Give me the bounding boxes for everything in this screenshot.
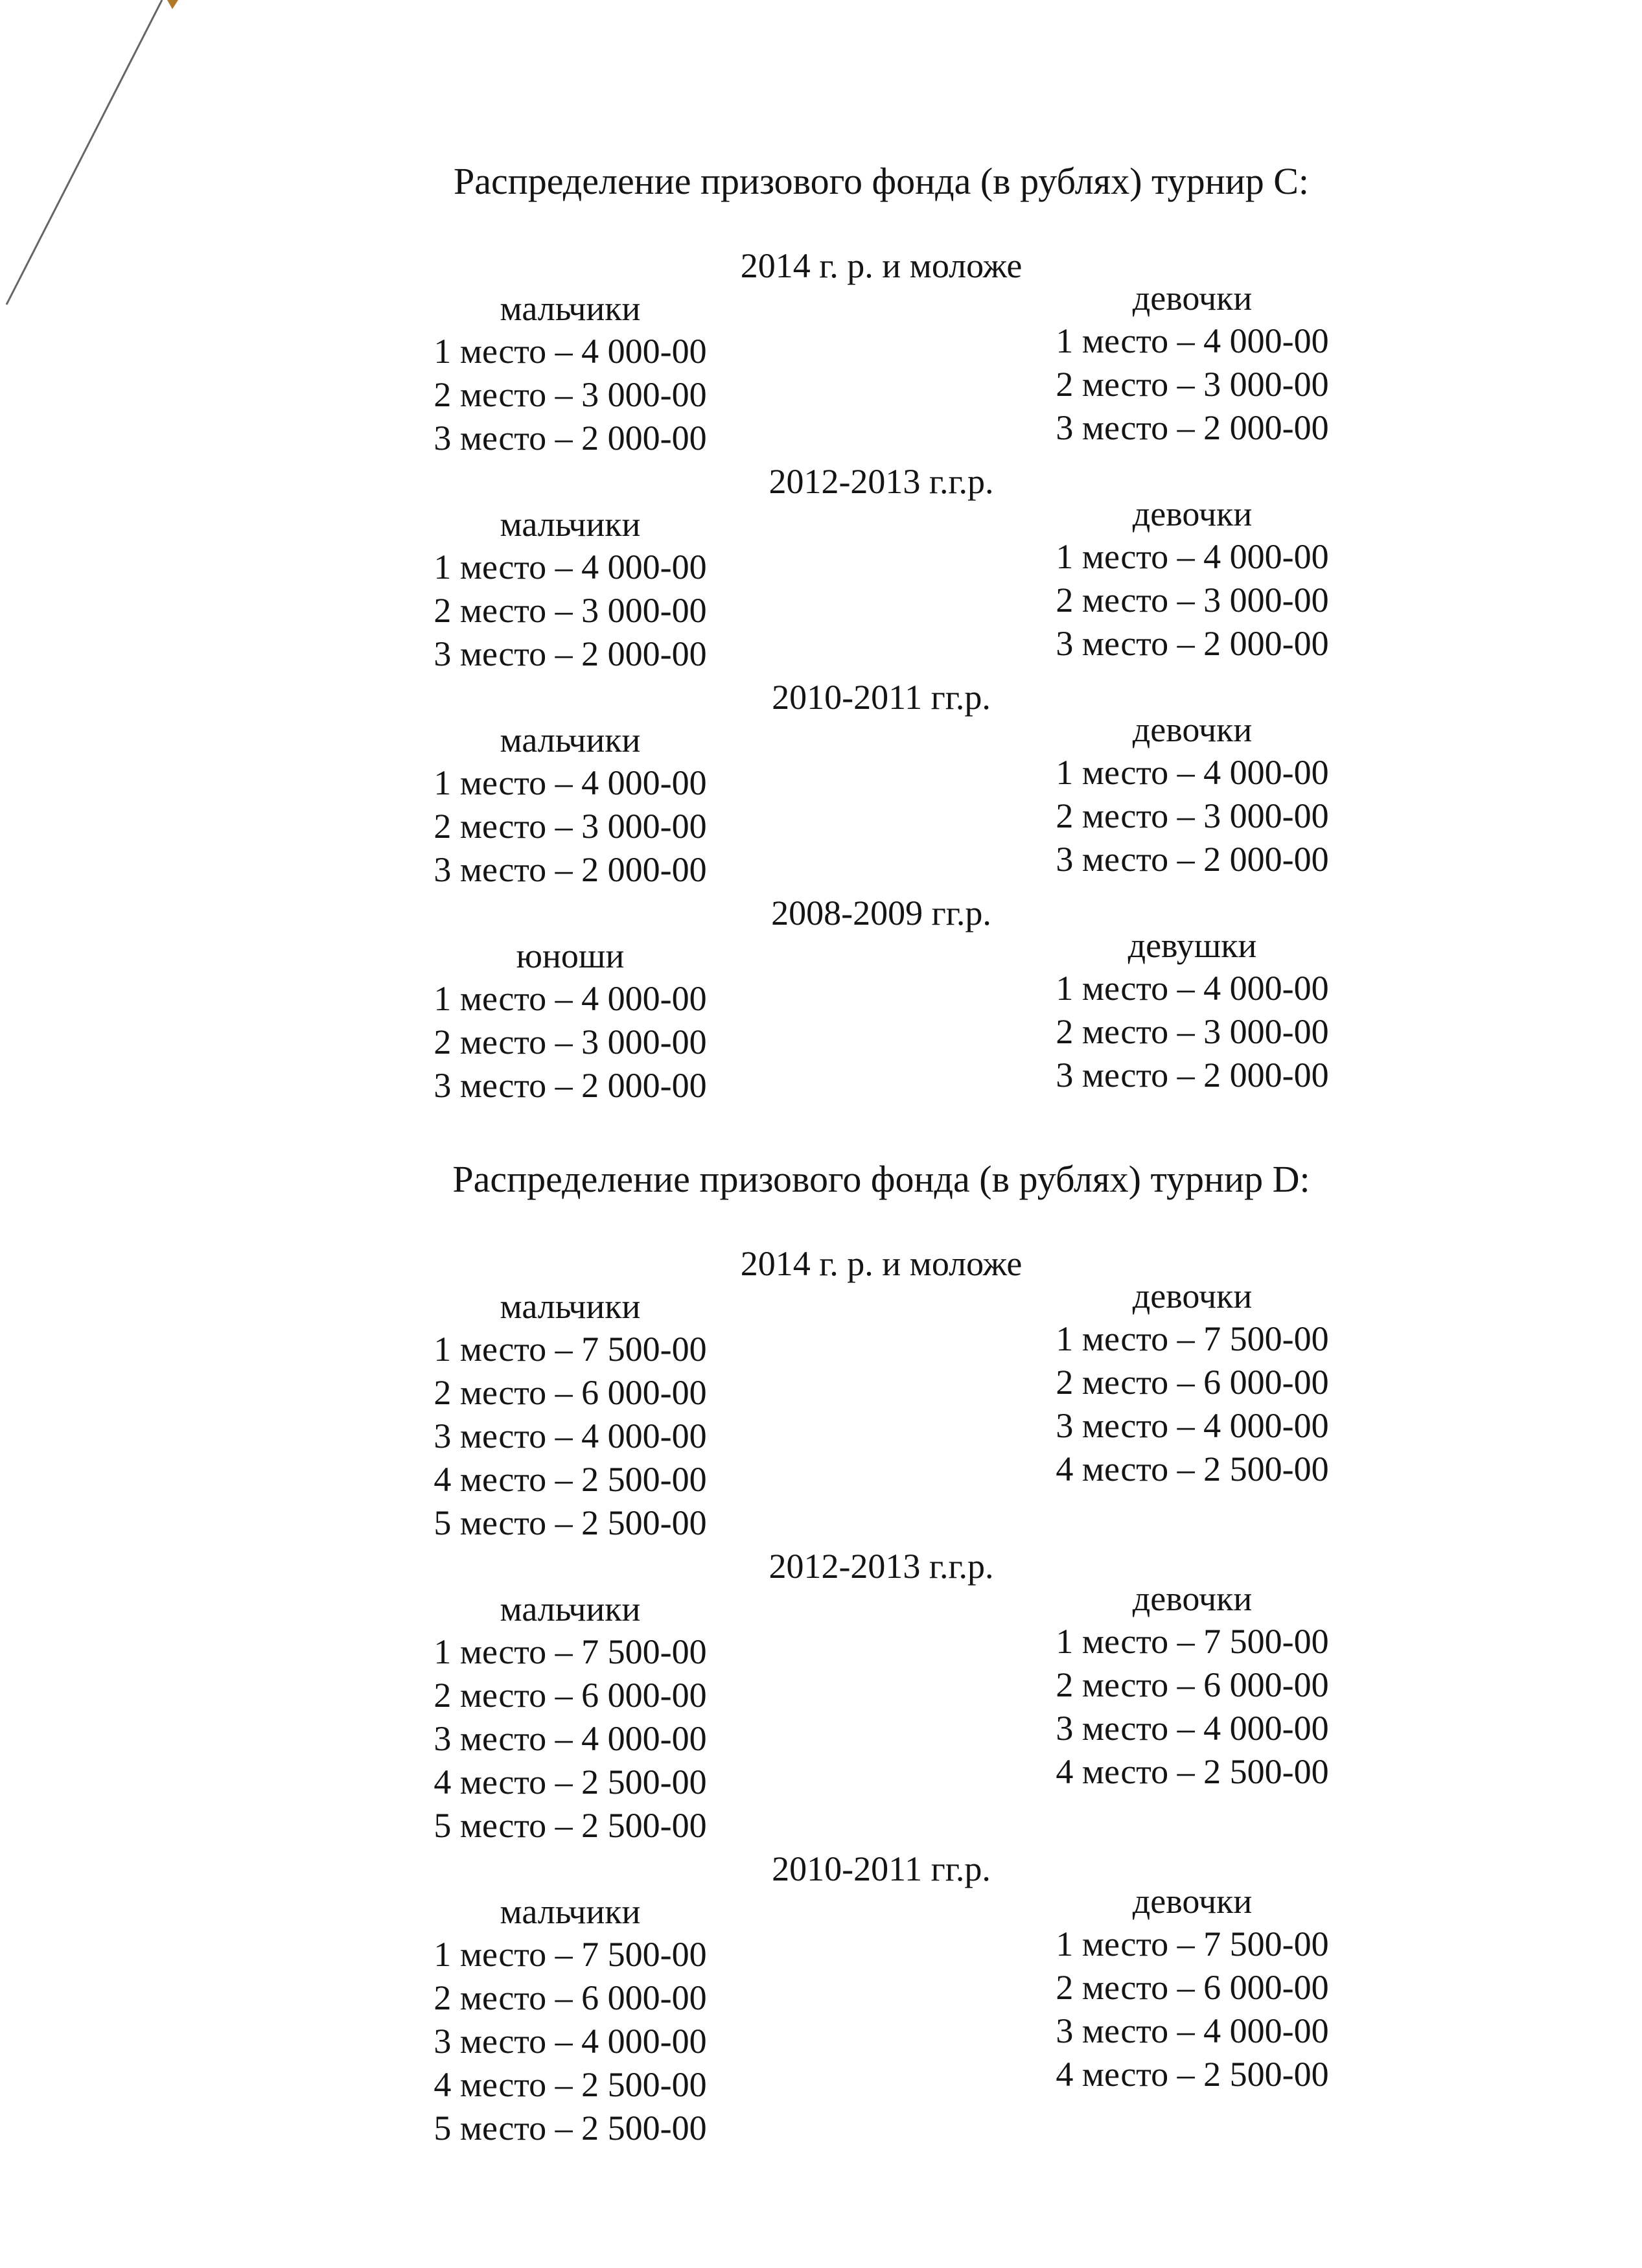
- prize-row: 3 место – 2 000-00: [1056, 840, 1329, 879]
- prize-row: 2 место – 6 000-00: [1056, 1968, 1329, 2007]
- prize-row: 4 место – 2 500-00: [1056, 2055, 1329, 2094]
- prize-row: 1 место – 7 500-00: [434, 1632, 707, 1671]
- age-group: [363, 460, 1400, 676]
- youth-boys-column: [402, 934, 739, 1107]
- youth-girls-column: [1024, 926, 1361, 1107]
- column-label: девочки: [1132, 1882, 1253, 1921]
- prize-row: 3 место – 2 000-00: [434, 634, 707, 673]
- column-label: девочки: [1132, 710, 1253, 749]
- prize-row: 3 место – 2 000-00: [1056, 1056, 1329, 1094]
- age-group-year: 2010-2011 гг.р.: [772, 678, 991, 717]
- prize-row: 4 место – 2 500-00: [434, 1460, 707, 1499]
- tournament-d: [363, 1157, 1400, 2150]
- prize-row: 3 место – 4 000-00: [1056, 2011, 1329, 2050]
- prize-row: 1 место – 4 000-00: [434, 548, 707, 586]
- prize-row: 3 место – 2 000-00: [1056, 624, 1329, 663]
- prize-row: 2 место – 6 000-00: [1056, 1665, 1329, 1704]
- tournament-c: [363, 159, 1400, 1107]
- girls-column: [1024, 1882, 1361, 2150]
- prize-row: 3 место – 2 000-00: [1056, 408, 1329, 447]
- column-label: мальчики: [500, 289, 641, 328]
- column-label: мальчики: [500, 1892, 641, 1931]
- age-group: [363, 244, 1400, 460]
- tournament-title: Распределение призового фонда (в рублях) турнир С:: [453, 160, 1309, 202]
- prize-row: 4 место – 2 500-00: [1056, 1450, 1329, 1488]
- prize-row: 1 место – 7 500-00: [1056, 1622, 1329, 1661]
- boys-column: [402, 1588, 739, 1847]
- prize-row: 2 место – 3 000-00: [434, 807, 707, 846]
- prize-row: 1 место – 7 500-00: [1056, 1319, 1329, 1358]
- column-label: мальчики: [500, 1287, 641, 1326]
- prize-row: 3 место – 2 000-00: [434, 850, 707, 889]
- prize-row: 1 место – 4 000-00: [1056, 321, 1329, 360]
- prize-row: 3 место – 4 000-00: [1056, 1709, 1329, 1748]
- prize-row: 4 место – 2 500-00: [1056, 1752, 1329, 1791]
- column-label: мальчики: [500, 505, 641, 544]
- prize-row: 1 место – 7 500-00: [434, 1330, 707, 1369]
- age-group-year: 2010-2011 гг.р.: [772, 1849, 991, 1888]
- age-group-year: 2014 г. р. и моложе: [740, 246, 1023, 285]
- prize-row: 3 место – 4 000-00: [434, 1417, 707, 1455]
- tournament-title: Распределение призового фонда (в рублях) турнир D:: [452, 1158, 1310, 1200]
- prize-row: 2 место – 3 000-00: [1056, 796, 1329, 835]
- prize-row: 2 место – 3 000-00: [434, 1023, 707, 1061]
- prize-row: 3 место – 2 000-00: [434, 1066, 707, 1105]
- age-group: [363, 1242, 1400, 1545]
- prize-row: 2 место – 6 000-00: [434, 1978, 707, 2017]
- prize-row: 3 место – 4 000-00: [1056, 1406, 1329, 1445]
- column-label: девочки: [1132, 494, 1253, 533]
- prize-row: 3 место – 4 000-00: [434, 2022, 707, 2061]
- girls-column: [1024, 494, 1361, 676]
- age-group-year: 2008-2009 гг.р.: [771, 894, 991, 932]
- prize-row: 1 место – 4 000-00: [1056, 969, 1329, 1008]
- age-group: [363, 676, 1400, 892]
- boys-column: [402, 503, 739, 676]
- prize-row: 2 место – 3 000-00: [1056, 365, 1329, 404]
- prize-row: 1 место – 4 000-00: [434, 763, 707, 802]
- girls-column: [1024, 710, 1361, 892]
- prize-row: 3 место – 4 000-00: [434, 1719, 707, 1758]
- prize-row: 2 место – 3 000-00: [434, 375, 707, 414]
- column-label: мальчики: [500, 721, 641, 759]
- girls-column: [1024, 1579, 1361, 1847]
- prize-row: 4 место – 2 500-00: [434, 2065, 707, 2104]
- column-label: девочки: [1132, 1579, 1253, 1618]
- column-label: юноши: [516, 936, 625, 975]
- age-group-year: 2012-2013 г.г.р.: [769, 1547, 994, 1586]
- boys-column: [402, 287, 739, 460]
- prize-row: 2 место – 6 000-00: [434, 1676, 707, 1715]
- age-group: [363, 892, 1400, 1107]
- prize-row: 1 место – 4 000-00: [434, 332, 707, 371]
- prize-row: 2 место – 3 000-00: [1056, 581, 1329, 619]
- column-label: девочки: [1132, 279, 1253, 318]
- prize-row: 2 место – 3 000-00: [434, 591, 707, 630]
- prize-row: 5 место – 2 500-00: [434, 2109, 707, 2147]
- prize-row: 1 место – 4 000-00: [434, 979, 707, 1018]
- boys-column: [402, 1890, 739, 2150]
- prize-row: 2 место – 6 000-00: [1056, 1363, 1329, 1402]
- prize-row: 1 место – 7 500-00: [1056, 1925, 1329, 1963]
- prize-row: 4 место – 2 500-00: [434, 1763, 707, 1801]
- column-label: мальчики: [500, 1590, 641, 1628]
- age-group: [363, 1545, 1400, 1847]
- prize-row: 1 место – 4 000-00: [1056, 537, 1329, 576]
- prize-row: 1 место – 4 000-00: [1056, 753, 1329, 792]
- prize-row: 5 место – 2 500-00: [434, 1503, 707, 1542]
- prize-row: 5 место – 2 500-00: [434, 1806, 707, 1845]
- scan-edge-line: [0, 0, 194, 324]
- girls-column: [1024, 279, 1361, 460]
- boys-column: [402, 1285, 739, 1545]
- prize-row: 2 место – 3 000-00: [1056, 1012, 1329, 1051]
- column-label: девочки: [1132, 1277, 1253, 1315]
- age-group: [363, 1847, 1400, 2150]
- prize-row: 1 место – 7 500-00: [434, 1935, 707, 1974]
- age-group-year: 2014 г. р. и моложе: [740, 1244, 1023, 1283]
- prize-row: 2 место – 6 000-00: [434, 1373, 707, 1412]
- boys-column: [402, 719, 739, 892]
- column-label: девушки: [1127, 926, 1257, 965]
- age-group-year: 2012-2013 г.г.р.: [769, 462, 994, 501]
- prize-row: 3 место – 2 000-00: [434, 419, 707, 457]
- girls-column: [1024, 1277, 1361, 1545]
